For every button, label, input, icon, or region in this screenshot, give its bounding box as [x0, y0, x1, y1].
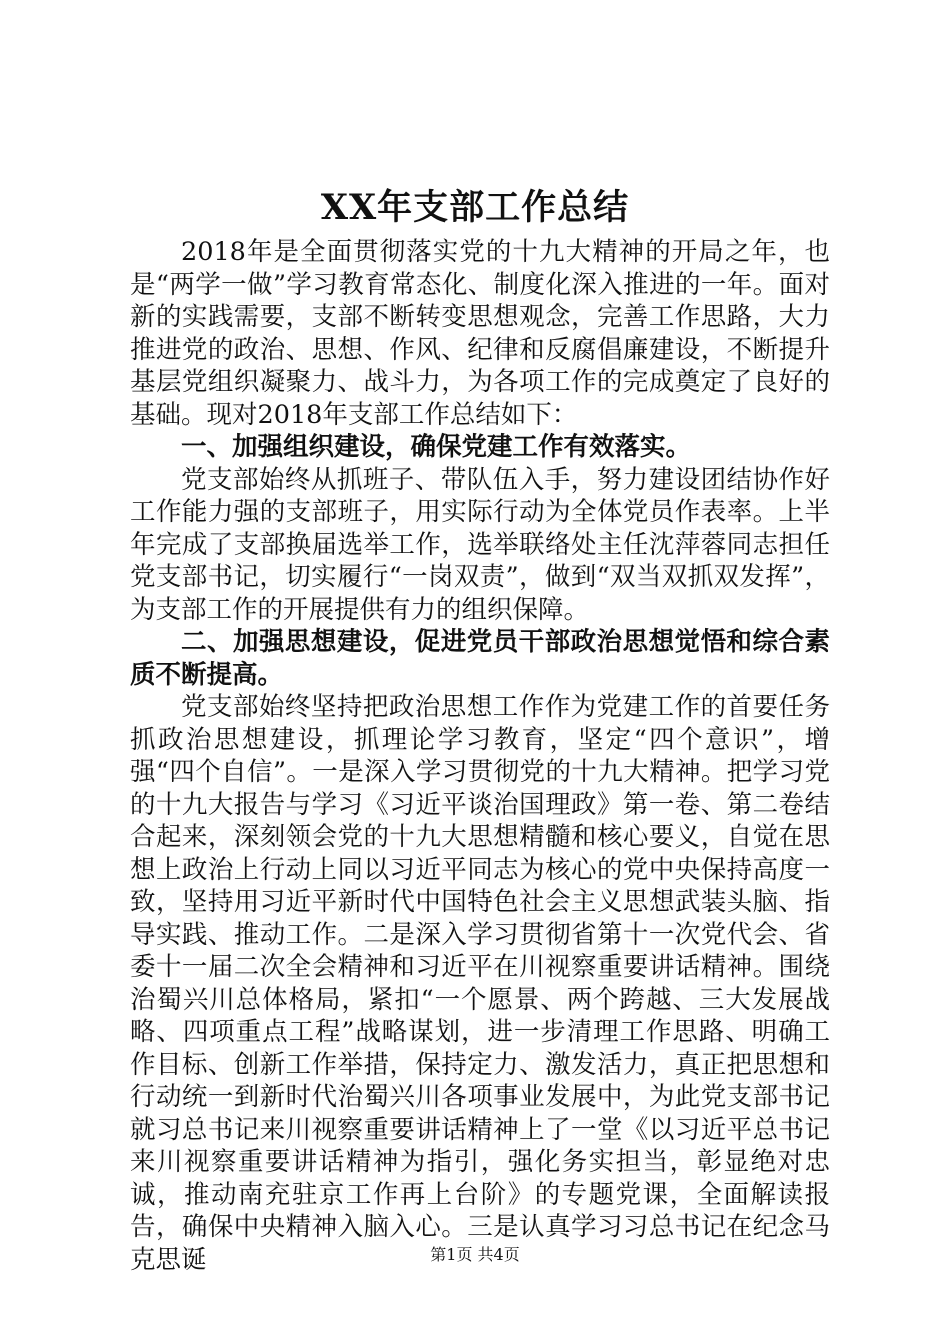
section-heading-2: 二、加强思想建设，促进党员干部政治思想觉悟和综合素质不断提高。 [130, 627, 830, 690]
section-1-paragraph: 党支部始终从抓班子、带队伍入手，努力建设团结协作好工作能力强的支部班子，用实际行动为全体党员作表率。上半年完成了支部换届选举工作，选举联络处主任沈萍蓉同志担任党支部书记，切实履行“一岗双责”，做到“双当双抓双发挥”，为支部工作的开展提供有力的组织保障。 [130, 464, 830, 625]
page-footer: 第1页 共4页 [430, 1245, 520, 1264]
section-heading-1: 一、加强组织建设，确保党建工作有效落实。 [181, 432, 692, 462]
document-body [130, 236, 830, 1276]
section-2-paragraph: 党支部始终坚持把政治思想工作作为党建工作的首要任务抓政治思想建设，抓理论学习教育，坚定“四个意识”，增强“四个自信”。一是深入学习贯彻党的十九大精神。把学习党的十九大报告与学习《习近平谈治国理政》第一卷、第二卷结合起来，深刻领会党的十九大思想精髓和核心要义，自觉在思想上政治上行动上同以习近平同志为核心的党中央保持高度一致，坚持用习近平新时代中国特色社会主义思想武装头脑、指导实践、推动工作。二是深入学习贯彻省第十一次党代会、省委十一届二次全会精神和习近平在川视察重要讲话精神。围绕治蜀兴川总体格局，紧扣“一个愿景、两个跨越、三大发展战略、四项重点工程”战略谋划，进一步清理工作思路、明确工作目标、创新工作举措，保持定力、激发活力，真正把思想和行动统一到新时代治蜀兴川各项事业发展中，为此党支部书记就习总书记来川视察重要讲话精神上了一堂《以习近平总书记来川视察重要讲话精神为指引，强化务实担当，彰显绝对忠诚，推动南充驻京工作再上台阶》的专题党课，全面解读报告，确保中央精神入脑入心。三是认真学习习总书记在纪念马克思诞 [130, 692, 830, 1275]
document-title: XX年支部工作总结 [320, 187, 630, 228]
intro-paragraph: 2018年是全面贯彻落实党的十九大精神的开局之年，也是“两学一做”学习教育常态化、制度化深入推进的一年。面对新的实践需要，支部不断转变思想观念，完善工作思路，大力推进党的政治、思想、作风、纪律和反腐倡廉建设，不断提升基层党组织凝聚力、战斗力，为各项工作的完成奠定了良好的基础。现对2018年支部工作总结如下： [130, 237, 830, 430]
